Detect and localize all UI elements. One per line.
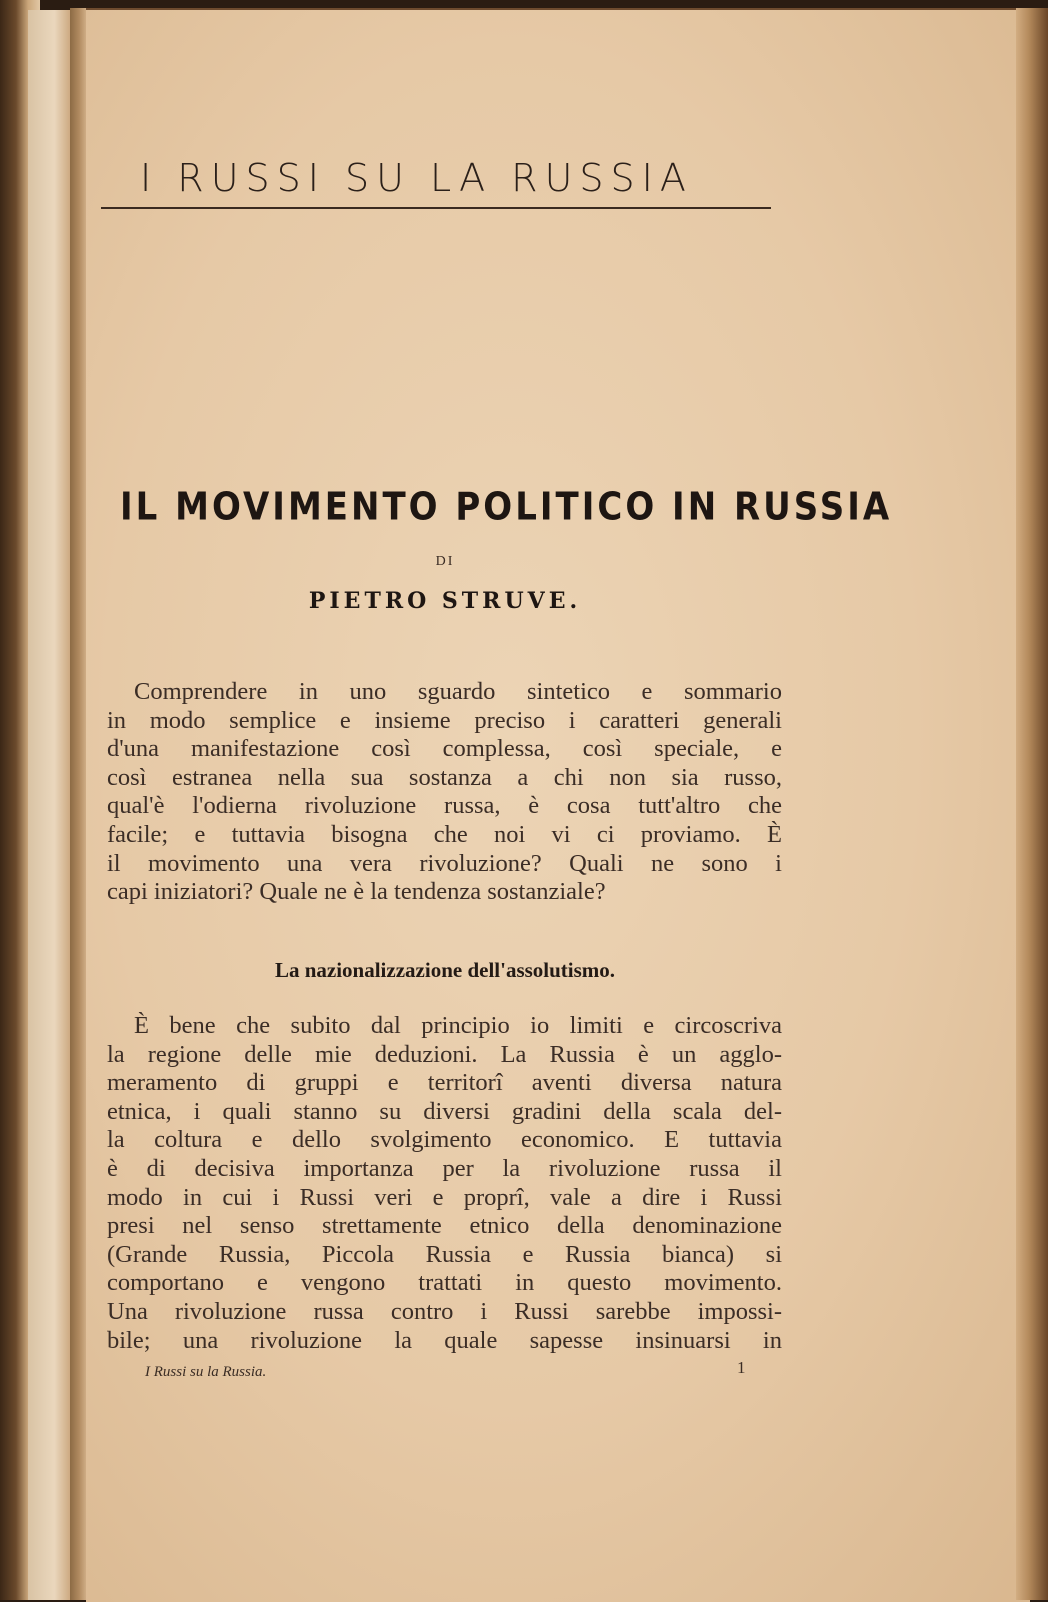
text-line: etnica, i quali stanno su diversi gradini della scala del- (107, 1097, 782, 1125)
text-line: il movimento una vera rivoluzione? Quali ne sono i (107, 849, 782, 877)
text-line: modo in cui i Russi veri e proprî, vale a dire i Russi (107, 1183, 782, 1211)
page-number: 1 (737, 1358, 746, 1377)
text-line: meramento di gruppi e territorî aventi diversa natura (107, 1069, 782, 1097)
text-line: facile; e tuttavia bisogna che noi vi ci proviamo. È (107, 820, 782, 848)
running-head: I RUSSI SU LA RUSSIA (140, 156, 693, 200)
text-line: capi iniziatori? Quale ne è la tendenza sostanziale? (107, 878, 606, 906)
byline-prefix: DI (435, 554, 455, 569)
text-line: la coltura e dello svolgimento economico. E tuttavia (107, 1126, 782, 1154)
section-heading: La nazionalizzazione dell'assolutismo. (274, 958, 616, 982)
facing-page-edge (28, 10, 72, 1600)
text-line: comportano e vengono trattati in questo movimento. (107, 1269, 782, 1297)
text-line: è di decisiva importanza per la rivoluzione russa il (107, 1154, 782, 1182)
text-line: così estranea nella sua sostanza a chi non sia russo, (107, 763, 782, 791)
text-line: Una rivoluzione russa contro i Russi sarebbe impossi- (107, 1297, 782, 1325)
header-rule (101, 207, 771, 209)
section-paragraph (107, 1012, 782, 1355)
text-line: Comprendere in uno sguardo sintetico e sommario (134, 678, 782, 705)
text-line: (Grande Russia, Piccola Russia e Russia bianca) si (107, 1240, 782, 1268)
author-name: PIETRO STRUVE. (308, 588, 582, 614)
text-line: qual'è l'odierna rivoluzione russa, è cosa tutt'altro che (107, 792, 782, 820)
text-line: bile; una rivoluzione la quale sapesse insinuarsi in (107, 1326, 782, 1354)
text-line: È bene che subito dal principio io limiti e circoscriva (134, 1012, 782, 1039)
text-line: d'una manifestazione così complessa, così speciale, e (107, 735, 782, 763)
article-title: IL MOVIMENTO POLITICO IN RUSSIA (120, 484, 893, 530)
page-edge-right (1016, 8, 1048, 1600)
text-line: la regione delle mie deduzioni. La Russia è un agglo- (107, 1040, 782, 1068)
footer-signature: I Russi su la Russia. (145, 1364, 267, 1380)
intro-paragraph (107, 678, 782, 907)
text-line: in modo semplice e insieme preciso i caratteri generali (107, 706, 782, 734)
text-line: presi nel senso strettamente etnico della denominazione (107, 1212, 782, 1240)
